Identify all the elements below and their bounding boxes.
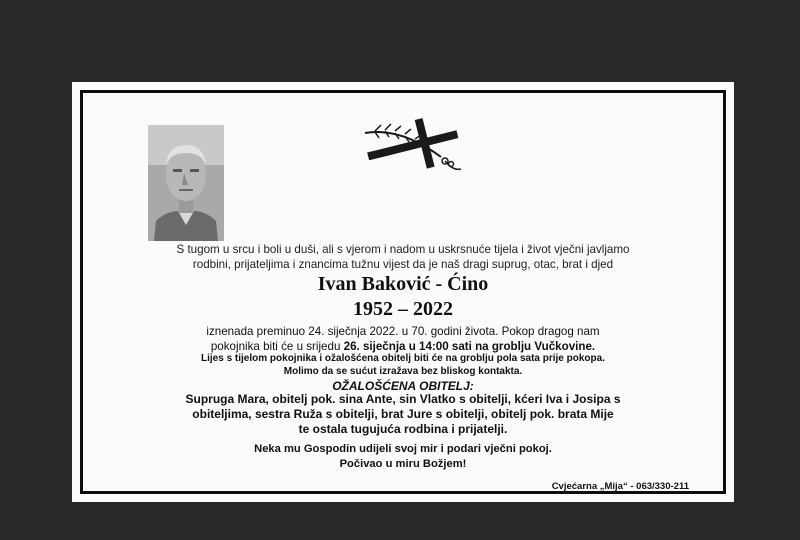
prayer-line: Neka mu Gospodin udijeli svoj mir i podari vječni pokoj. — [254, 443, 552, 455]
notes — [83, 352, 723, 378]
cross-with-palm-icon — [361, 117, 467, 175]
life-years: 1952 – 2022 — [353, 298, 453, 320]
obituary-sheet — [72, 82, 734, 502]
deceased-name: Ivan Baković - Ćino — [317, 273, 489, 295]
death-and-funeral-info — [83, 324, 723, 354]
coffin-note: Lijes s tijelom pokojnika i ožalošćena obitelj biti će na groblju pola sata prije pokopa. — [201, 353, 605, 364]
prayer-line: Počivao u miru Božjem! — [339, 458, 467, 470]
portrait-photo — [148, 125, 224, 241]
prayer — [83, 442, 723, 472]
intro-line: S tugom u srcu i boli u duši, ali s vjerom i nadom u uskrsnuće tijela i život vječni javljamo — [176, 243, 630, 256]
intro-text — [83, 243, 723, 272]
mourners-line: obiteljima, sestra Ruža s obitelji, brat Jure s obitelji, obitelj pok. brata Mije — [192, 407, 614, 421]
condolence-note: Molimo da se sućut izražava bez bliskog kontakta. — [283, 366, 523, 377]
florist-credit: Cvjećarna „Mija“ - 063/330-211 — [551, 481, 689, 492]
mourners-title: OŽALOŠĆENA OBITELJ: — [332, 379, 474, 393]
funeral-prefix: pokojnika biti će u srijedu — [210, 340, 344, 353]
mourners-list — [83, 392, 723, 437]
death-line: iznenada preminuo 24. siječnja 2022. u 70. godini života. Pokop dragog nam — [206, 325, 600, 338]
black-border-frame — [80, 90, 726, 494]
mourners-line: te ostala tugujuća rodbina i prijatelji. — [298, 422, 508, 436]
mourners-line: Supruga Mara, obitelj pok. sina Ante, sin Vlatko s obitelji, kćeri Iva i Josipa s — [185, 392, 621, 406]
funeral-date-place: 26. siječnja u 14:00 sati na groblju Vučkovine. — [343, 340, 596, 353]
intro-line: rodbini, prijateljima i znancima tužnu vijest da je naš dragi suprug, otac, brat i djed — [192, 257, 614, 271]
